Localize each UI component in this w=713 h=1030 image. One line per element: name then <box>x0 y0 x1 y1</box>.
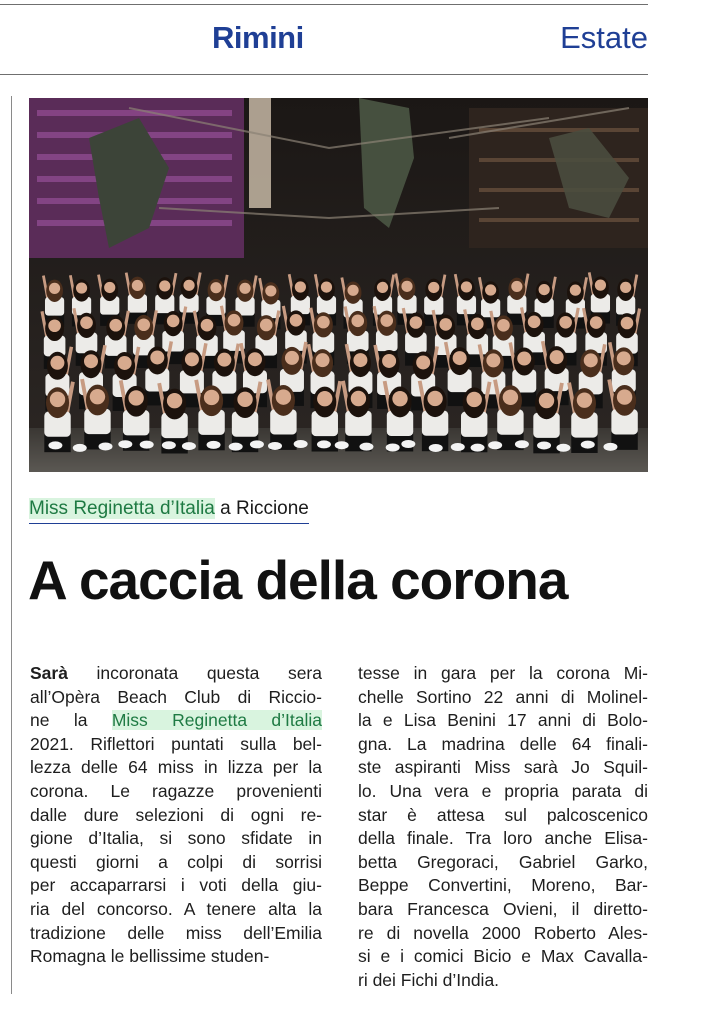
body-line <box>30 945 322 969</box>
sneaker <box>118 440 132 448</box>
body-text: betta Gregoraci, Gabriel Garko, <box>358 851 648 872</box>
body-text: re di novella 2000 Roberto Ales- <box>358 922 648 943</box>
body-line <box>30 898 322 922</box>
body-text: gione d’Italia, si sono sfidate in <box>30 828 322 849</box>
header-divider <box>0 74 648 75</box>
sneaker <box>250 440 264 448</box>
kicker-rest: a Riccione <box>214 498 309 519</box>
body-line <box>358 804 648 828</box>
body-text: bara Francesca Ovieni, il diretto- <box>358 898 648 919</box>
body-text: Romagna le bellissime studen- <box>30 946 270 967</box>
body-text: questi giorni a colpi di sorrisi <box>30 851 322 872</box>
highlighted-name: Miss Reginetta d’Italia <box>111 710 322 731</box>
body-line <box>358 874 648 898</box>
body-line <box>358 780 648 804</box>
sneaker <box>401 440 415 448</box>
body-line <box>30 874 322 898</box>
top-border <box>0 4 648 5</box>
sneaker <box>294 440 308 448</box>
body-line <box>358 686 648 710</box>
body-line <box>30 709 322 733</box>
kicker <box>29 498 309 524</box>
body-line <box>30 756 322 780</box>
sneaker <box>207 441 221 449</box>
body-text: tradizione delle miss dell’Emilia <box>30 922 322 943</box>
body-line <box>358 827 648 851</box>
section-label: Estate <box>560 20 648 55</box>
body-text: lezza delle 64 miss in lizza per la <box>30 757 322 778</box>
sneaker <box>603 443 617 451</box>
city-label: Rimini <box>212 20 304 55</box>
body-line <box>358 898 648 922</box>
sneaker <box>515 440 529 448</box>
sneaker <box>162 441 176 449</box>
lead-word: Sarà <box>30 663 68 683</box>
sneaker <box>488 441 502 449</box>
body-text: 2021. Riflettori puntati sulla bel- <box>30 733 322 754</box>
body-line <box>30 733 322 757</box>
article-body-left-column <box>30 662 322 969</box>
body-line <box>358 662 648 686</box>
sneaker <box>73 444 87 452</box>
body-text: chelle Sortino 22 anni di Molinel- <box>358 686 648 707</box>
body-line <box>358 851 648 875</box>
group-photo-image <box>29 98 648 472</box>
body-line <box>358 945 648 969</box>
sneaker <box>140 441 154 449</box>
sneaker <box>182 442 196 450</box>
body-text: gna. La madrina delle 64 finali- <box>358 733 648 754</box>
body-text: Beppe Convertini, Moreno, Bar- <box>358 875 648 896</box>
body-line <box>358 709 648 733</box>
body-line <box>30 851 322 875</box>
body-text: corona. Le ragazze provenienti <box>30 780 322 801</box>
body-line <box>358 756 648 780</box>
body-text: per accaparrarsi i voti della giu- <box>30 875 322 896</box>
body-text: incoronata questa sera <box>67 663 322 683</box>
sneaker <box>556 444 570 452</box>
article-body-right-column <box>358 662 648 992</box>
sneaker <box>386 443 400 451</box>
sneaker <box>268 442 282 450</box>
body-text: tesse in gara per la corona Mi- <box>358 663 648 683</box>
kicker-highlight: Miss Reginetta d’Italia <box>29 498 215 519</box>
body-text: star è attesa sul palcoscenico <box>358 804 648 825</box>
headline: A caccia della corona <box>28 549 568 611</box>
body-line <box>30 662 322 686</box>
sneaker <box>581 441 595 449</box>
body-text: all’Opèra Beach Club di Riccio- <box>30 686 322 707</box>
body-text: ria del concorso. A tenere alta la <box>30 898 322 919</box>
body-text: della finale. Tra loro anche Elisa- <box>358 828 648 849</box>
sneaker <box>537 441 551 449</box>
group-photo <box>29 98 648 472</box>
body-line <box>30 922 322 946</box>
sneaker <box>99 442 113 450</box>
body-line <box>30 686 322 710</box>
body-text: si e i comici Bicio e Max Cavalla- <box>358 946 648 967</box>
body-text: lo. Una vera e propria parata di <box>358 780 648 801</box>
body-line <box>358 922 648 946</box>
sneaker <box>229 443 243 451</box>
sneaker <box>359 443 373 451</box>
sneaker <box>317 440 331 448</box>
body-line <box>30 827 322 851</box>
body-text: ne la <box>30 710 112 731</box>
body-line <box>358 969 648 993</box>
body-text: dalle dure selezioni di ogni re- <box>30 804 322 825</box>
sneaker <box>471 444 485 452</box>
body-text: ri dei Fichi d’India. <box>358 969 500 990</box>
body-text: la e Lisa Benini 17 anni di Bolo- <box>358 710 648 731</box>
sneaker <box>48 441 62 449</box>
sneaker <box>429 444 443 452</box>
body-text: ste aspiranti Miss sarà Jo Squil- <box>358 757 648 778</box>
sneaker <box>451 443 465 451</box>
body-line <box>358 733 648 757</box>
body-line <box>30 804 322 828</box>
column-rule <box>11 96 12 994</box>
body-line <box>30 780 322 804</box>
sneaker <box>335 441 349 449</box>
